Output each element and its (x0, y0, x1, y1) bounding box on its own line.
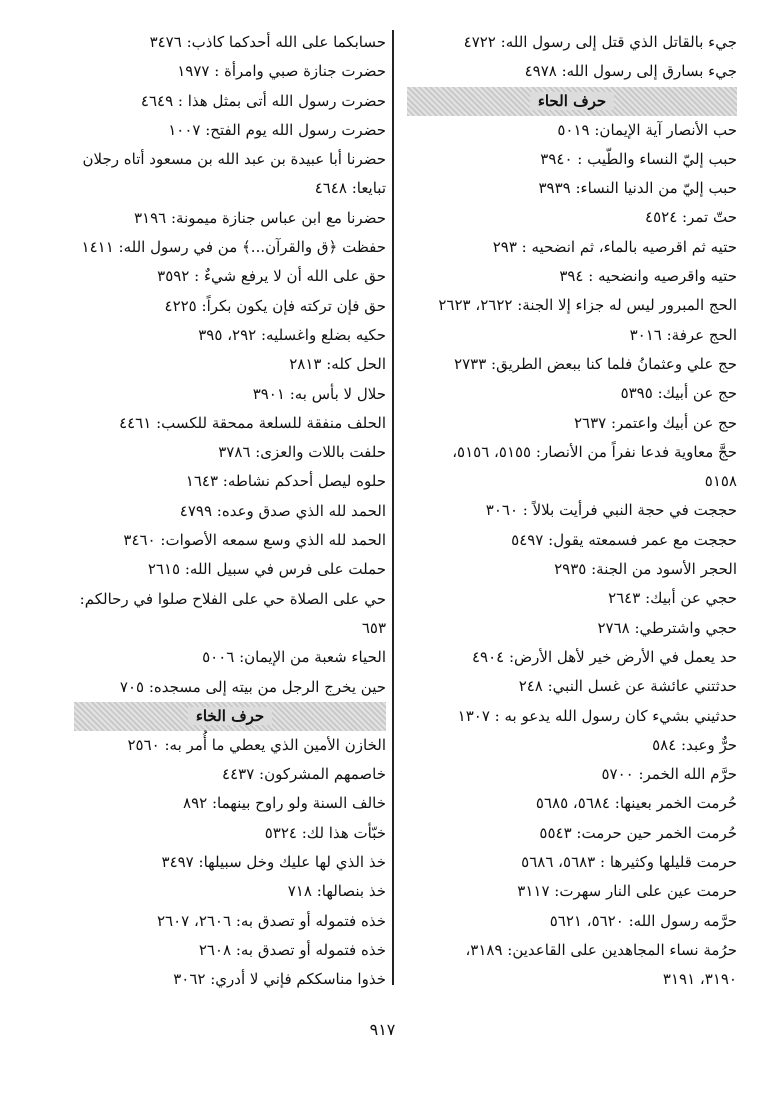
index-entry: حججت في حجة النبي فرأيت بلالاً : ٣٠٦٠ (485, 501, 737, 520)
index-entry: حتيه واقرصيه وانضحيه : ٣٩٤ (559, 267, 737, 286)
index-entry: حججت مع عمر فسمعته يقول: ٥٤٩٧ (511, 530, 737, 549)
index-entry: حد يعمل في الأرض خير لأهل الأرض: ٤٩٠٤ (471, 647, 737, 666)
index-entry: خذوا مناسككم فإني لا أدري: ٣٠٦٢ (173, 970, 386, 989)
section-header (407, 87, 737, 116)
index-entry: حب الأنصار آية الإيمان: ٥٠١٩ (557, 120, 737, 139)
index-entry: خذه فتموله أو تصدق به: ٢٦٠٦، ٢٦٠٧ (156, 911, 386, 930)
index-entry: جيء بسارق إلى رسول الله: ٤٩٧٨ (524, 62, 737, 81)
section-header (74, 702, 386, 731)
index-entry: خذ بنصالها: ٧١٨ (287, 882, 386, 901)
index-entry: حلوه ليصل أحدكم نشاطه: ١٦٤٣ (185, 472, 386, 491)
index-entry: الحج المبرور ليس له جزاء إلا الجنة: ٢٦٢٢، ٢٦٢٣ (438, 296, 737, 315)
index-entry: حج عن أبيك واعتمر: ٢٦٣٧ (573, 413, 737, 432)
index-entry: حج علي وعثمانُ فلما كنا ببعض الطريق: ٢٧٣٣ (454, 354, 737, 373)
index-entry: الحمد لله الذي صدق وعده: ٤٧٩٩ (179, 501, 386, 520)
index-entry: حق فإن تركته فإن يكون بكراً: ٤٢٢٥ (164, 296, 386, 315)
index-entry: حفظت ﴿ق والقرآن...﴾ من في رسول الله: ١٤١١ (81, 238, 386, 257)
index-entry: خبّأت هذا لك: ٥٣٢٤ (264, 823, 386, 842)
index-entry: خاصمهم المشركون: ٤٤٣٧ (222, 765, 386, 784)
index-entry: حضرت رسول الله أتى بمثل هذا : ٤٦٤٩ (140, 91, 386, 110)
index-entry: خالف السنة ولو راوح بينهما: ٨٩٢ (183, 794, 386, 813)
index-entry: الحل كله: ٢٨١٣ (289, 355, 386, 374)
index-column-left (74, 28, 386, 995)
index-entry: الخازن الأمين الذي يعطي ما أُمر به: ٢٥٦٠ (127, 735, 386, 754)
index-entry: الحياء شعبة من الإيمان: ٥٠٠٦ (202, 648, 386, 667)
index-entry: حملت على فرس في سبيل الله: ٢٦١٥ (147, 560, 386, 579)
index-entry: حرَّمه رسول الله: ٥٦٢٠، ٥٦٢١ (549, 911, 737, 930)
index-entry: ٣١٩٠، ٣١٩١ (662, 970, 737, 989)
index-entry: حج عن أبيك: ٥٣٩٥ (620, 384, 737, 403)
index-column-right (407, 28, 737, 995)
index-entry: حضرت رسول الله يوم الفتح: ١٠٠٧ (168, 120, 386, 139)
index-entry: حجي واشترطي: ٢٧٦٨ (597, 618, 737, 637)
section-header-label: حرف الخاء (188, 707, 272, 725)
index-entry: حسابكما على الله أحدكما كاذب: ٣٤٧٦ (149, 33, 386, 51)
index-entry: حرَّم الله الخمر: ٥٧٠٠ (601, 765, 737, 784)
index-entry: حدثيني بشيء كان رسول الله يدعو به : ١٣٠٧ (457, 706, 737, 725)
page-number: ٩١٧ (369, 1020, 396, 1039)
index-entry: تبايعا: ٤٦٤٨ (314, 179, 386, 198)
index-entry: حق على الله أن لا يرفع شيءٌ : ٣٥٩٢ (157, 267, 386, 286)
index-entry: حتّ تمر: ٤٥٢٤ (645, 208, 737, 227)
index-entry: الحج عرفة: ٣٠١٦ (629, 325, 737, 344)
index-entry: الحجر الأسود من الجنة: ٢٩٣٥ (554, 560, 737, 579)
index-entry: حلال لا بأس به: ٣٩٠١ (252, 384, 386, 403)
index-entry: خذه فتموله أو تصدق به: ٢٦٠٨ (198, 940, 386, 959)
index-entry: حين يخرج الرجل من بيته إلى مسجده: ٧٠٥ (119, 677, 386, 696)
index-entry: خذ الذي لها عليك وخل سبيلها: ٣٤٩٧ (161, 853, 386, 872)
index-entry: حُرمت الخمر حين حرمت: ٥٥٤٣ (539, 823, 737, 842)
section-header-label: حرف الحاء (530, 92, 614, 110)
index-entry: حبب إليّ النساء والطّيب : ٣٩٤٠ (540, 149, 737, 168)
index-entry: حرٌّ وعبد: ٥٨٤ (652, 735, 737, 754)
index-entry: حضرنا مع ابن عباس جنازة ميمونة: ٣١٩٦ (133, 208, 386, 227)
index-entry: حُرمت الخمر بعينها: ٥٦٨٤، ٥٦٨٥ (535, 794, 737, 813)
index-entry: الحلف منفقة للسلعة ممحقة للكسب: ٤٤٦١ (119, 413, 386, 432)
index-entry: حجي عن أبيك: ٢٦٤٣ (608, 589, 737, 608)
index-entry: حرمت قليلها وكثيرها : ٥٦٨٣، ٥٦٨٦ (521, 853, 737, 872)
index-entry: جيء بالقاتل الذي قتل إلى رسول الله: ٤٧٢٢ (463, 33, 737, 51)
index-entry: حرمت عين على النار سهرت: ٣١١٧ (517, 882, 737, 901)
index-entry: حلفت باللات والعزى: ٣٧٨٦ (218, 443, 386, 462)
index-entry: ٦٥٣ (361, 618, 386, 637)
index-entry: حكيه بضلع واغسليه: ٢٩٢، ٣٩٥ (198, 325, 386, 344)
index-entry: حتيه ثم اقرصيه بالماء، ثم انضحيه : ٢٩٣ (492, 237, 737, 256)
index-entry: الحمد لله الذي وسع سمعه الأصوات: ٣٤٦٠ (123, 531, 386, 550)
index-entry: حجَّ معاوية فدعا نفراً من الأنصار: ٥١٥٥، ٥١٥٦، (452, 442, 737, 461)
index-entry: حي على الصلاة حي على الفلاح صلوا في رحالكم: (79, 589, 386, 608)
index-entry: ٥١٥٨ (704, 472, 737, 491)
index-entry: حبب إليّ من الدنيا النساء: ٣٩٣٩ (538, 179, 737, 198)
column-divider (392, 30, 394, 985)
index-entry: حضرت جنازة صبي وامرأة : ١٩٧٧ (177, 62, 386, 81)
index-entry: حرُمة نساء المجاهدين على القاعدين: ٣١٨٩، (465, 940, 737, 959)
index-entry: حضرنا أبا عبيدة بن عبد الله بن مسعود أتاه رجلان (82, 150, 386, 169)
index-entry: حدثتني عائشة عن غسل النبي: ٢٤٨ (518, 677, 737, 696)
